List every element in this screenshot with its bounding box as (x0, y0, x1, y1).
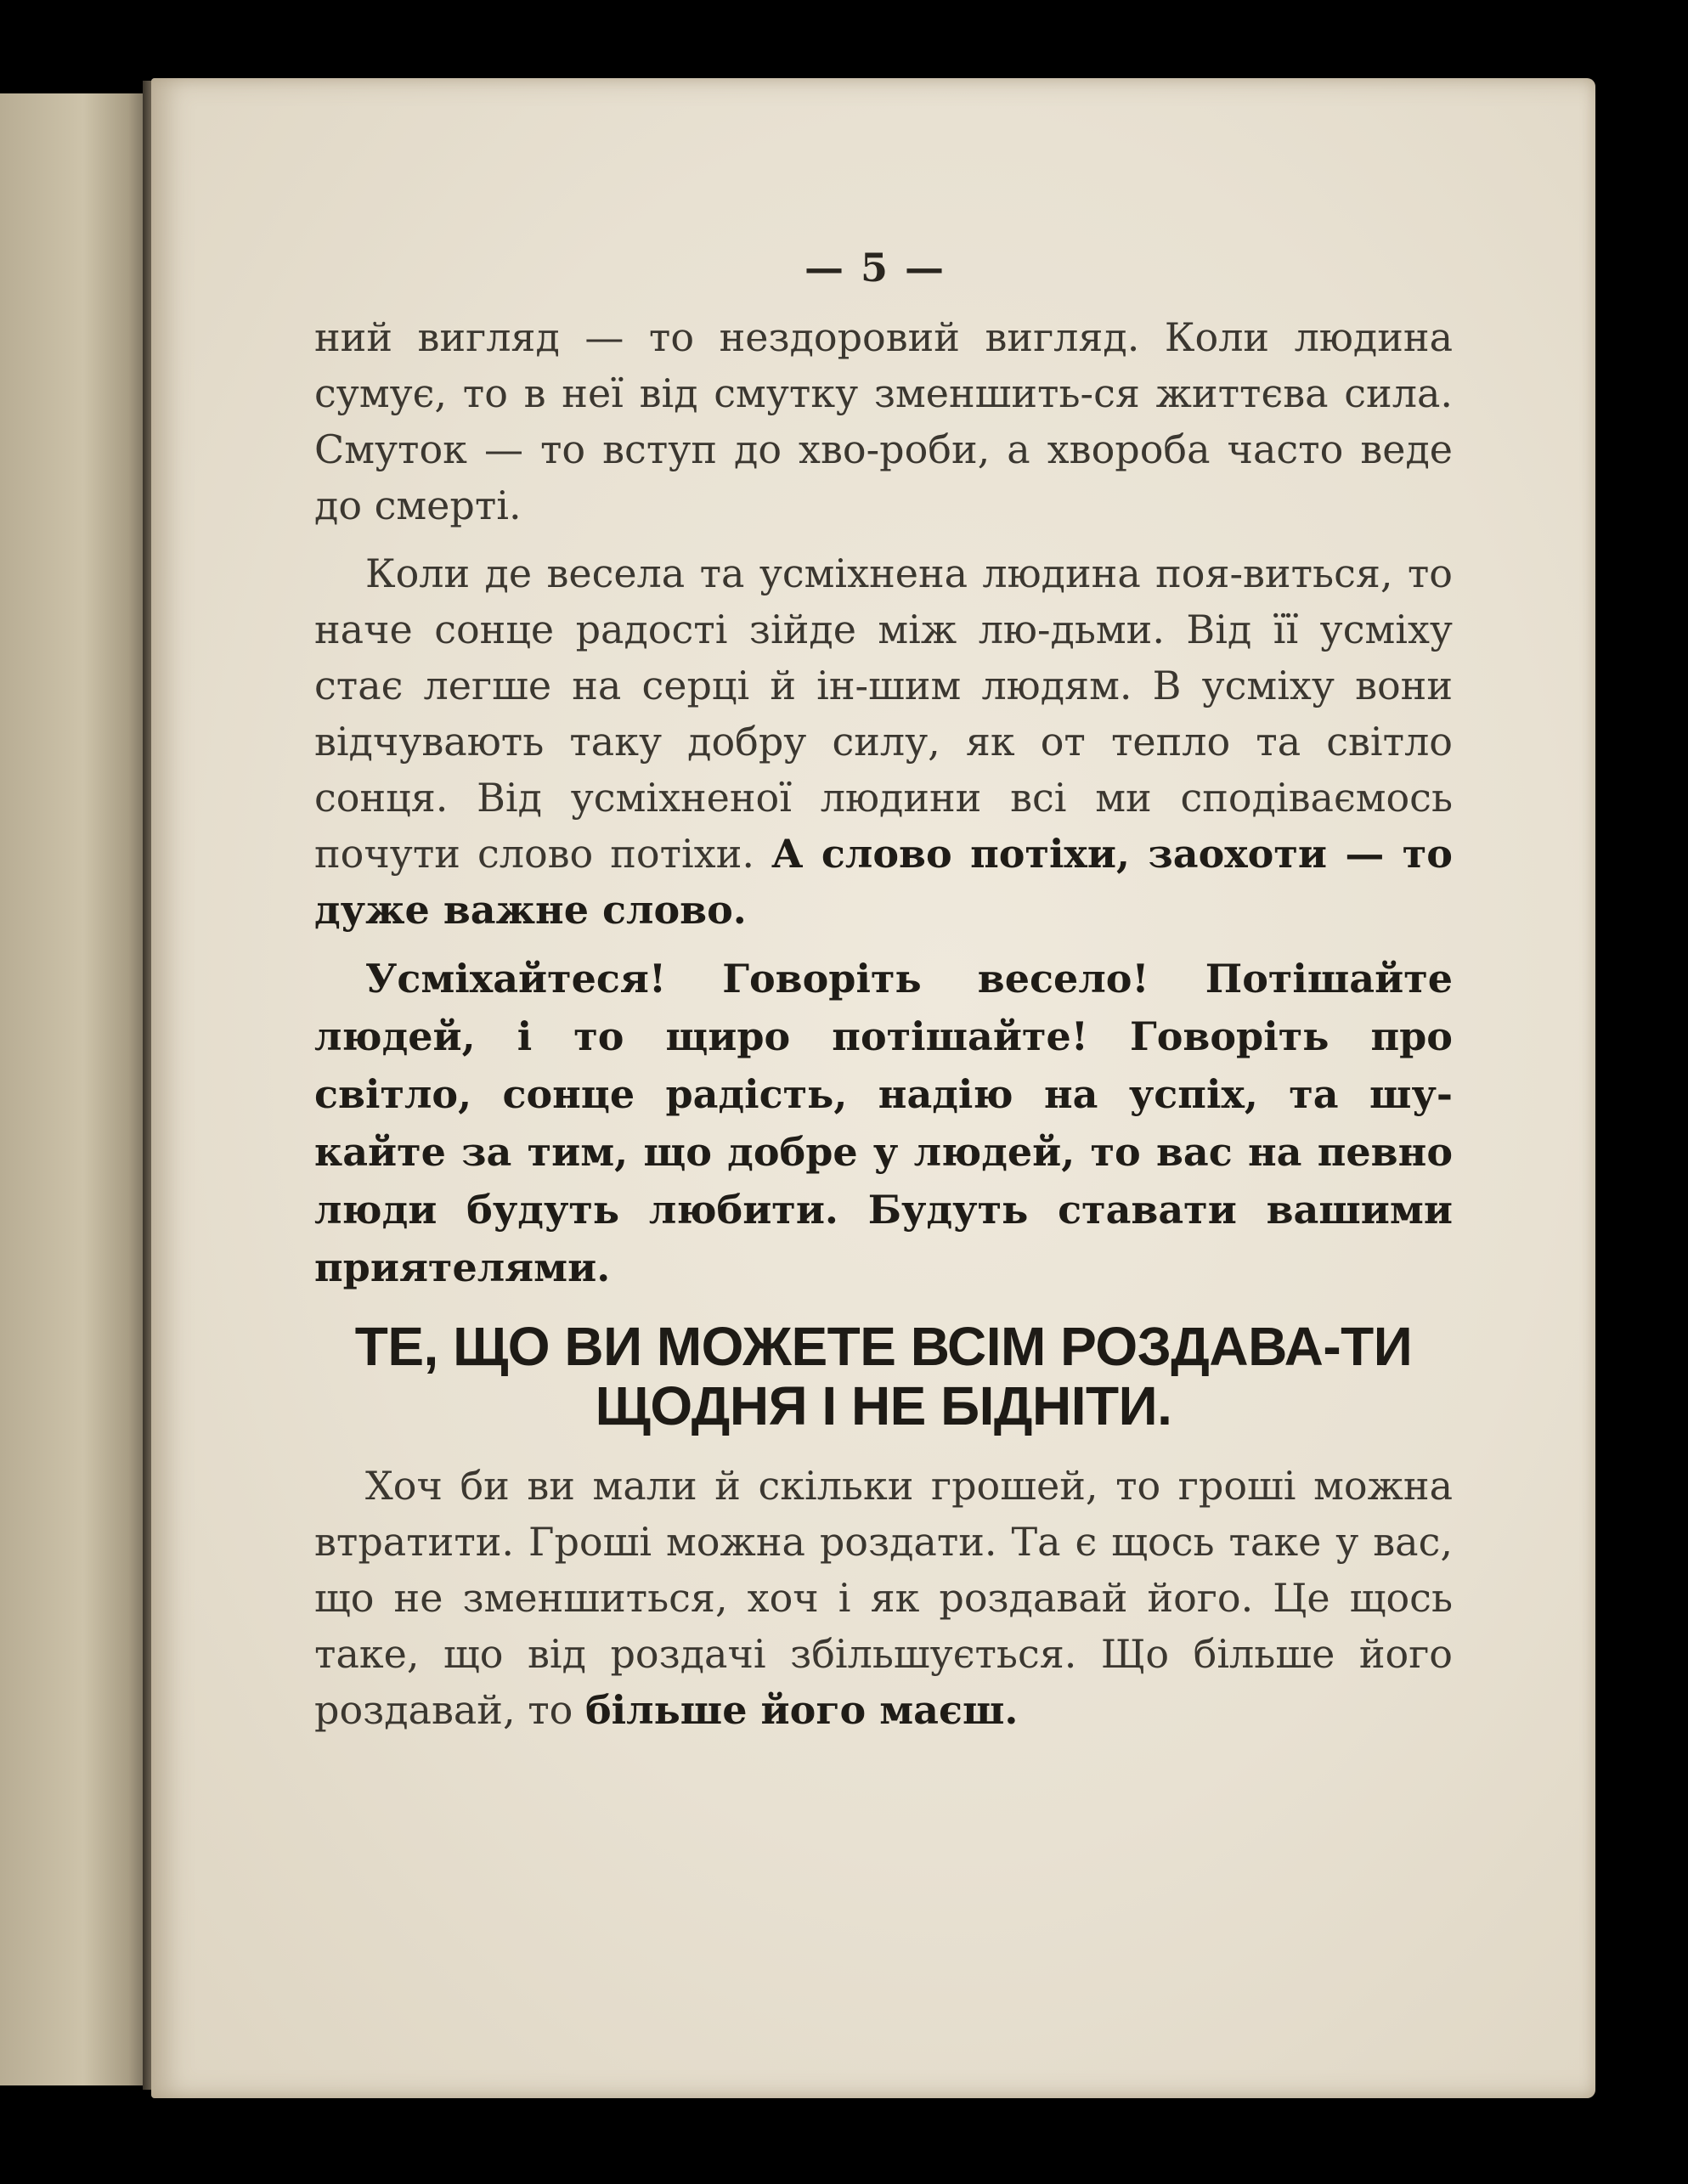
paragraph-2-bold-text: А слово потіхи, заохоти — то дуже важне слово. (314, 831, 1453, 933)
paragraph-2 (314, 545, 1453, 938)
section-heading: ТЕ, ЩО ВИ МОЖЕТЕ ВСІМ РОЗДАВА-ТИ ЩОДНЯ І НЕ БІДНІТИ. (354, 1316, 1413, 1436)
paragraph-3-bold: Усміхайтеся! Говоріть весело! Потішайте людей, і то щиро потішайте! Говоріть про світло, сонце радість, надію на успіх, та шу-кайте за тим, що добре у людей, то вас на певно люди будуть любити. Будуть ставати вашими приятелями. (314, 956, 1453, 1290)
paragraph-4-bold-text: більше його маєш. (584, 1687, 1019, 1733)
paragraph-2-text: Коли де весела та усміхнена людина поя-виться, то наче сонце радості зійде між лю-дьми. Від її усміху стає легше на серці й ін-шим людям. В усміху вони відчувають таку добру силу, як от тепло та світло сонця. Від усміхненої людини всі ми сподіваємось почути слово потіхи. (314, 550, 1453, 877)
book-page (151, 78, 1595, 2098)
paragraph-4-text: Хоч би ви мали й скільки грошей, то гроші можна втратити. Гроші можна роздати. Та є щось таке у вас, що не зменшиться, хоч і як роздавай його. Це щось таке, що від роздачі збільшується. Що більше його роздавай, то (314, 1463, 1453, 1733)
page-content (314, 245, 1453, 1750)
paragraph-1: ний вигляд — то нездоровий вигляд. Коли людина сумує, то в неї від смутку зменшить-ся життєва сила. Смуток — то вступ до хво-роби, а хвороба часто веде до смерті. (314, 314, 1453, 528)
previous-page-edge (0, 93, 151, 2085)
paragraph-4 (314, 1458, 1453, 1738)
page-number: — 5 — (804, 245, 946, 291)
